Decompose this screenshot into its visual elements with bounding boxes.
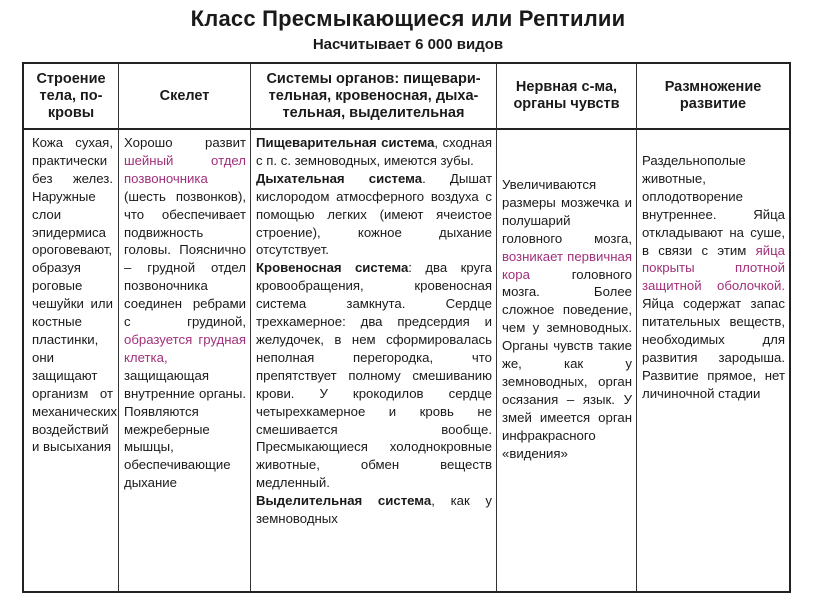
page-title: Класс Пресмыкающиеся или Рептилии xyxy=(190,6,626,31)
text: Хорошо развит xyxy=(124,135,246,150)
header-line: Системы органов: пищевари- xyxy=(266,70,481,87)
text: . Дышат кислородом атмосферного воздуха с помощью легких (имеют ячеистое строение), кожное дыхание отсутствует. xyxy=(256,170,493,258)
header-line: кровы xyxy=(47,104,95,121)
text: , как у земноводных xyxy=(256,493,492,527)
text: Раздельнополые животные, оплодотворение внутреннее. Яйца откладывают на суше, в связи с этим xyxy=(642,153,785,258)
text: (шесть позвонков), что обеспечивает подвижность головы. Поясничнo – грудной отдел позвоночника соединен ребрами с грудиной, xyxy=(124,188,246,330)
highlight-text: возникает первичная кора xyxy=(502,248,632,282)
cell-skeleton xyxy=(119,130,251,591)
header-skeleton xyxy=(119,64,251,130)
cell-text: Кожа сухая, практически без желез. Наружные слои эпидермиса ороговевают, образуя роговые чешуйки или костные пластинки, они защищают организм от механических воздействий и высыхания xyxy=(32,135,118,455)
header-line: тела, по- xyxy=(39,87,103,104)
header-nervous-system xyxy=(497,64,637,130)
highlight-text: шейный отдел позвоночника xyxy=(124,152,246,186)
header-reproduction xyxy=(637,64,789,130)
header-line: органы чувств xyxy=(513,96,620,112)
section-heading: Дыхательная система xyxy=(256,170,423,186)
text: головного мозга. Более сложное поведение, чем у земноводных. Органы чувств такие же, как у земноводных, орган осязания – язык. У змей имеется орган инфракрасного «видения» xyxy=(502,266,632,461)
section-heading: Пищеварительная система xyxy=(256,135,435,150)
section-heading: Выделительная система xyxy=(256,493,432,509)
cell-reproduction xyxy=(637,130,789,591)
header-line: Скелет xyxy=(159,87,210,104)
header-line: Строение xyxy=(36,70,106,87)
cell-organ-systems xyxy=(251,130,497,591)
text: защищающая внутренние органы. Появляются межреберные мышцы, обеспечивающие дыхание xyxy=(124,367,246,491)
text: Яйца содержат запас питательных веществ, необходимых для развития зародыша. Развитие прямое, нет личиночной стадии xyxy=(642,296,785,401)
cell-nervous-system xyxy=(497,130,637,591)
text: Увеличиваются размеры мозжечка и полушарий головного мозга, xyxy=(502,177,632,246)
header-organ-systems xyxy=(251,64,497,130)
header-line: тельная, кровеносная, дыха- xyxy=(268,87,479,104)
highlight-text: образуется грудная клетка, xyxy=(124,331,246,365)
highlight-text: яйца покрыты плотной защитной оболочкой. xyxy=(642,242,785,294)
text: , сходная с п. с. земноводных, имеются зубы. xyxy=(256,135,492,168)
header-body-structure xyxy=(24,64,119,130)
header-line: тельная, выделительная xyxy=(282,104,465,121)
reptile-table xyxy=(22,62,791,593)
cell-body-structure xyxy=(24,130,119,591)
header-line: развитие xyxy=(679,96,747,112)
header-line: Нервная с-ма, xyxy=(515,79,618,95)
section-heading: Кровеносная система xyxy=(256,260,409,276)
text: : два круга кровообращения, кровеносная система замкнута. Сердце трехкамерное: два предсердия и желудочек, в нем сформировалась неполная перегородка, что препятствует полному смешиванию крови. У крокодилов сердце четырехкамерное и кровь не смешивается вообще. Пресмыкающиеся холоднокровные животные, обмен веществ медленный. xyxy=(256,260,492,491)
header-line: Размножение xyxy=(664,79,762,95)
page-subtitle: Насчитывает 6 000 видов xyxy=(312,36,504,53)
